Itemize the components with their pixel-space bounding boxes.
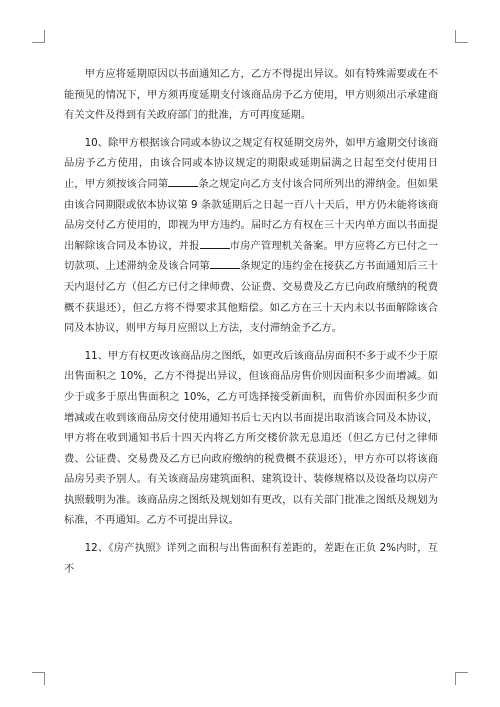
fill-in-blank [210, 256, 240, 269]
fill-in-blank [200, 236, 230, 249]
crop-mark-top-left [32, 30, 45, 43]
fill-in-blank [168, 174, 198, 187]
crop-mark-bottom-left [32, 672, 45, 685]
paragraph-clause-12: 12、《房产执照》详列之面积与出售面积有差距的，差距在正负 2%内时，互不 [64, 542, 438, 575]
crop-mark-top-right [455, 30, 468, 43]
document-body [64, 64, 438, 586]
crop-mark-bottom-right [455, 672, 468, 685]
paragraph-continuation: 甲方应将延期原因以书面通知乙方，乙方不得提出异议。如有特殊需要或在不能预见的情况下，甲方须再度延期支付该商品房予乙方使用，甲方则须出示承建商有关文件及得到有关政府部门的批准，方可再度延期。 [64, 68, 438, 122]
paragraph-clause-11: 11、甲方有权更改该商品房之图纸，如更改后该商品房面积不多于或不少于原出售面积之 10%，乙方不得提出异议，但该商品房售价则因面积多少而增减。如少于或多于原出售面积之 10%，乙方可选择接受新面积，而售价亦因面积多少而增减或在收到该商品房交付使用通知书后七天内以书面提出取消该合同及本协议，甲方将在收到通知书后十四天内将乙方所交楼价款无息追还（但乙方已付之律师费、公证费、交易费及乙方已向政府缴纳的税费概不获退还），甲方亦可以将该商品房另卖予别人。有关该商品房建筑面积、建筑设计、装修规格以及设备均以房产执照载明为准。该商品房之图纸及规划如有更改，以有关部门批准之图纸及规划为标准，不再通知。乙方不可提出异议。 [64, 349, 438, 527]
paragraph-clause-10: 10、除甲方根据该合同或本协议之规定有权延期交房外，如甲方逾期交付该商品房予乙方使用，由该合同或本协议规定的期限或延期届满之日起至交付使用日止，甲方须按该合同第 条之规定向乙方支付该合同所列出的滞纳金。但如果由该合同期限或依本协议第 9 条款延期后之日起一百八十天后，甲方仍未能将该商品房交付乙方使用的，即视为甲方违约。届时乙方有权在三十天内单方面以书面提出解除该合同及本协议，并报 市房产管理机关备案。甲方应将乙方已付之一切款项、上述滞纳金及该合同第 条规定的违约金在接获乙方书面通知后三十天内退付乙方（但乙方已付之律师费、公证费、交易费及乙方已向政府缴纳的税费概不获退还），但乙方将不得要求其他赔偿。如乙方在三十天内未以书面解除该合同及本协议，则甲方每月应照以上方法，支付滞纳金予乙方。 [64, 136, 439, 335]
